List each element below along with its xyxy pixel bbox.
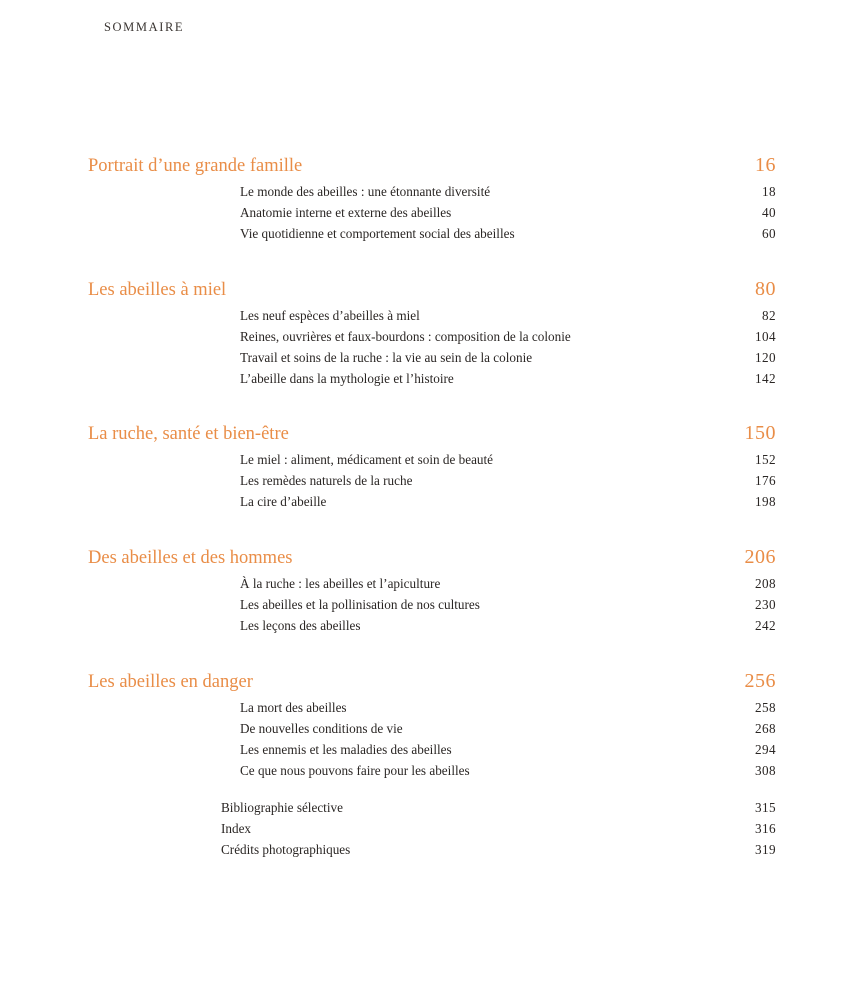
entry-title: Le monde des abeilles : une étonnante diversité [240,184,491,199]
chapter-heading[interactable] [0,672,852,700]
entry-page-number: 268 [755,721,776,736]
toc-entry[interactable] [0,371,852,392]
entry-title: Les abeilles et la pollinisation de nos cultures [240,597,480,612]
toc-entry[interactable] [0,494,852,515]
entry-title: Index [221,821,252,836]
chapter-title: La ruche, santé et bien-être [88,424,289,444]
toc-entry[interactable] [0,184,852,205]
chapter-heading[interactable] [0,424,852,452]
entry-title: De nouvelles conditions de vie [240,721,403,736]
toc-entry[interactable] [0,205,852,226]
entry-page-number: 198 [755,494,776,509]
toc-entry[interactable] [0,763,852,784]
chapter-5 [0,672,852,784]
entry-page-number: 60 [762,226,776,241]
entry-page-number: 152 [755,452,776,467]
entry-page-number: 176 [755,473,776,488]
entry-page-number: 120 [755,350,776,365]
entry-page-number: 258 [755,700,776,715]
entry-page-number: 316 [755,821,776,836]
chapter-page-number: 80 [755,278,776,300]
entry-title: Bibliographie sélective [221,800,343,815]
entry-title: Travail et soins de la ruche : la vie au sein de la colonie [240,350,533,365]
chapter-heading[interactable] [0,156,852,184]
entry-title: Vie quotidienne et comportement social des abeilles [240,226,515,241]
back-matter [0,800,852,863]
chapter-1 [0,156,852,247]
toc-entry[interactable] [0,350,852,371]
entry-title: La mort des abeilles [240,700,347,715]
entry-title: À la ruche : les abeilles et l’apiculture [240,576,441,591]
chapter-4 [0,548,852,639]
toc-entry[interactable] [0,329,852,350]
entry-page-number: 40 [762,205,776,220]
toc-entry[interactable] [0,308,852,329]
chapter-heading[interactable] [0,280,852,308]
toc-entry[interactable] [0,226,852,247]
chapter-heading[interactable] [0,548,852,576]
entry-page-number: 294 [755,742,776,757]
entry-title: Les remèdes naturels de la ruche [240,473,413,488]
entry-page-number: 242 [755,618,776,633]
chapter-page-number: 150 [744,422,776,444]
toc-entry[interactable] [0,618,852,639]
chapter-title: Les abeilles en danger [88,672,253,692]
entry-title: Les ennemis et les maladies des abeilles [240,742,452,757]
chapter-title: Portrait d’une grande famille [88,156,303,176]
entry-title: Les leçons des abeilles [240,618,361,633]
entry-title: Crédits photographiques [221,842,351,857]
chapter-3 [0,424,852,515]
chapter-page-number: 256 [744,670,776,692]
entry-page-number: 230 [755,597,776,612]
entry-page-number: 82 [762,308,776,323]
toc-entry[interactable] [0,576,852,597]
entry-title: Reines, ouvrières et faux-bourdons : composition de la colonie [240,329,571,344]
entry-page-number: 319 [755,842,776,857]
back-matter-entry[interactable] [0,800,852,821]
chapter-title: Les abeilles à miel [88,280,227,300]
entry-title: Ce que nous pouvons faire pour les abeilles [240,763,470,778]
entry-title: La cire d’abeille [240,494,327,509]
page-header: SOMMAIRE [104,20,185,34]
chapter-page-number: 206 [744,546,776,568]
entry-title: Les neuf espèces d’abeilles à miel [240,308,420,323]
chapter-page-number: 16 [755,154,776,176]
entry-page-number: 315 [755,800,776,815]
entry-page-number: 104 [755,329,776,344]
entry-page-number: 18 [762,184,776,199]
chapter-2 [0,280,852,392]
entry-page-number: 142 [755,371,776,386]
entry-title: Le miel : aliment, médicament et soin de beauté [240,452,494,467]
toc-entry[interactable] [0,473,852,494]
chapter-title: Des abeilles et des hommes [88,548,293,568]
toc-entry[interactable] [0,721,852,742]
entry-page-number: 308 [755,763,776,778]
toc-entry[interactable] [0,700,852,721]
toc-entry[interactable] [0,452,852,473]
back-matter-entry[interactable] [0,821,852,842]
back-matter-entry[interactable] [0,842,852,863]
entry-title: Anatomie interne et externe des abeilles [240,205,452,220]
toc-entry[interactable] [0,742,852,763]
entry-title: L’abeille dans la mythologie et l’histoire [240,371,454,386]
entry-page-number: 208 [755,576,776,591]
toc-entry[interactable] [0,597,852,618]
